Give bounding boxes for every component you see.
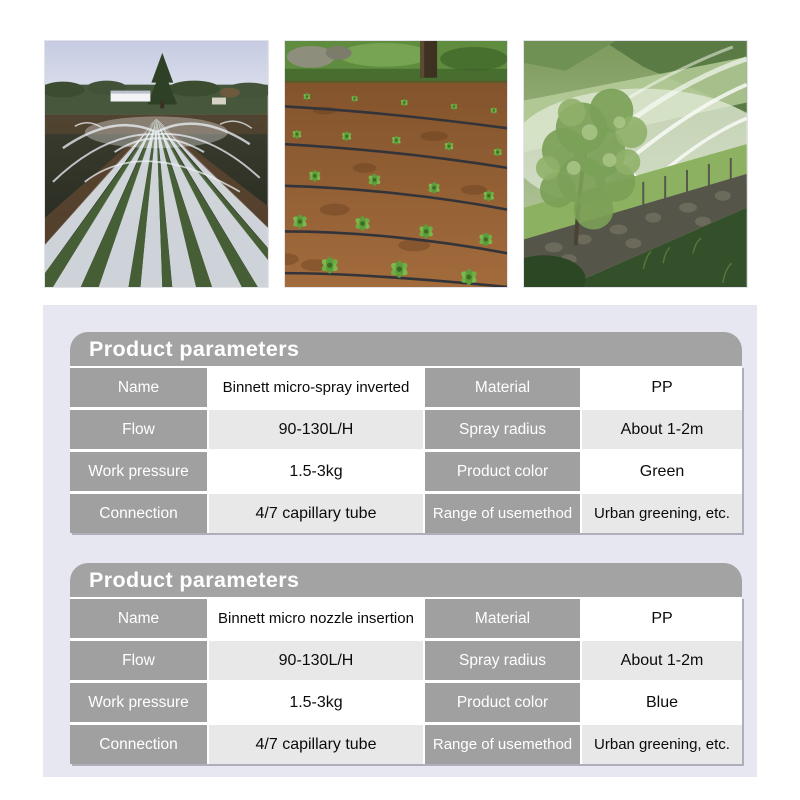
param-label: Connection bbox=[70, 494, 207, 533]
param-value: 90-130L/H bbox=[209, 410, 423, 449]
param-label: Material bbox=[425, 368, 580, 407]
field-sprinkler-illustration bbox=[45, 41, 268, 287]
garden-drip-illustration bbox=[285, 41, 508, 287]
param-value: 4/7 capillary tube bbox=[209, 494, 423, 533]
param-label: Flow bbox=[70, 641, 207, 680]
param-value: PP bbox=[582, 368, 742, 407]
param-label: Material bbox=[425, 599, 580, 638]
param-value: Blue bbox=[582, 683, 742, 722]
param-value: 4/7 capillary tube bbox=[209, 725, 423, 764]
param-value: 1.5-3kg bbox=[209, 683, 423, 722]
param-value: Binnett micro-spray inverted bbox=[209, 368, 423, 407]
param-value: 90-130L/H bbox=[209, 641, 423, 680]
product-parameters-card-2 bbox=[70, 563, 742, 764]
param-label: Spray radius bbox=[425, 410, 580, 449]
card-1-title: Product parameters bbox=[70, 332, 742, 366]
param-label: Range of usemethod bbox=[425, 725, 580, 764]
param-value: Urban greening, etc. bbox=[582, 494, 742, 533]
hillside-sprinkler-illustration bbox=[524, 41, 747, 287]
param-value: About 1-2m bbox=[582, 410, 742, 449]
parameters-panel bbox=[43, 305, 757, 777]
product-photos bbox=[44, 40, 748, 288]
param-label: Product color bbox=[425, 683, 580, 722]
param-value: 1.5-3kg bbox=[209, 452, 423, 491]
param-label: Work pressure bbox=[70, 452, 207, 491]
param-label: Product color bbox=[425, 452, 580, 491]
field-sprinkler-irrigation-photo bbox=[44, 40, 269, 288]
hillside-sprinkler-irrigation-photo bbox=[523, 40, 748, 288]
card-2-table bbox=[70, 597, 742, 764]
param-value: Binnett micro nozzle insertion bbox=[209, 599, 423, 638]
param-label: Connection bbox=[70, 725, 207, 764]
product-parameters-card-1 bbox=[70, 332, 742, 533]
param-value: Urban greening, etc. bbox=[582, 725, 742, 764]
param-label: Spray radius bbox=[425, 641, 580, 680]
param-label: Range of usemethod bbox=[425, 494, 580, 533]
param-label: Name bbox=[70, 599, 207, 638]
param-label: Name bbox=[70, 368, 207, 407]
card-1-table bbox=[70, 366, 742, 533]
garden-drip-irrigation-photo bbox=[284, 40, 509, 288]
param-label: Work pressure bbox=[70, 683, 207, 722]
card-2-title: Product parameters bbox=[70, 563, 742, 597]
param-value: PP bbox=[582, 599, 742, 638]
param-value: About 1-2m bbox=[582, 641, 742, 680]
param-label: Flow bbox=[70, 410, 207, 449]
param-value: Green bbox=[582, 452, 742, 491]
